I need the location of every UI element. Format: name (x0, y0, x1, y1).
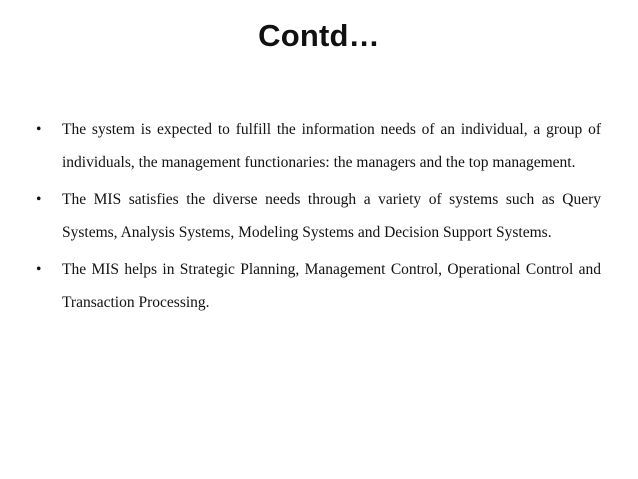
bullet-text-2: The MIS satisfies the diverse needs through a variety of systems such as Query Systems, Analysis Systems, Modeling Systems and Decision Support Systems. (62, 191, 601, 241)
bullet-text-1: The system is expected to fulfill the information needs of an individual, a group of individuals, the management functionaries: the managers and the top management. (62, 121, 601, 171)
bullet-list (36, 114, 601, 324)
bullet-marker-icon: • (36, 121, 42, 138)
bullet-item-2 (36, 184, 601, 249)
bullet-text-3: The MIS helps in Strategic Planning, Management Control, Operational Control and Transaction Processing. (62, 261, 601, 311)
bullet-marker-icon: • (36, 261, 42, 278)
bullet-item-1 (36, 114, 601, 179)
bullet-marker-icon: • (36, 191, 42, 208)
slide-title: Contd… (258, 18, 380, 53)
bullet-item-3 (36, 254, 601, 319)
